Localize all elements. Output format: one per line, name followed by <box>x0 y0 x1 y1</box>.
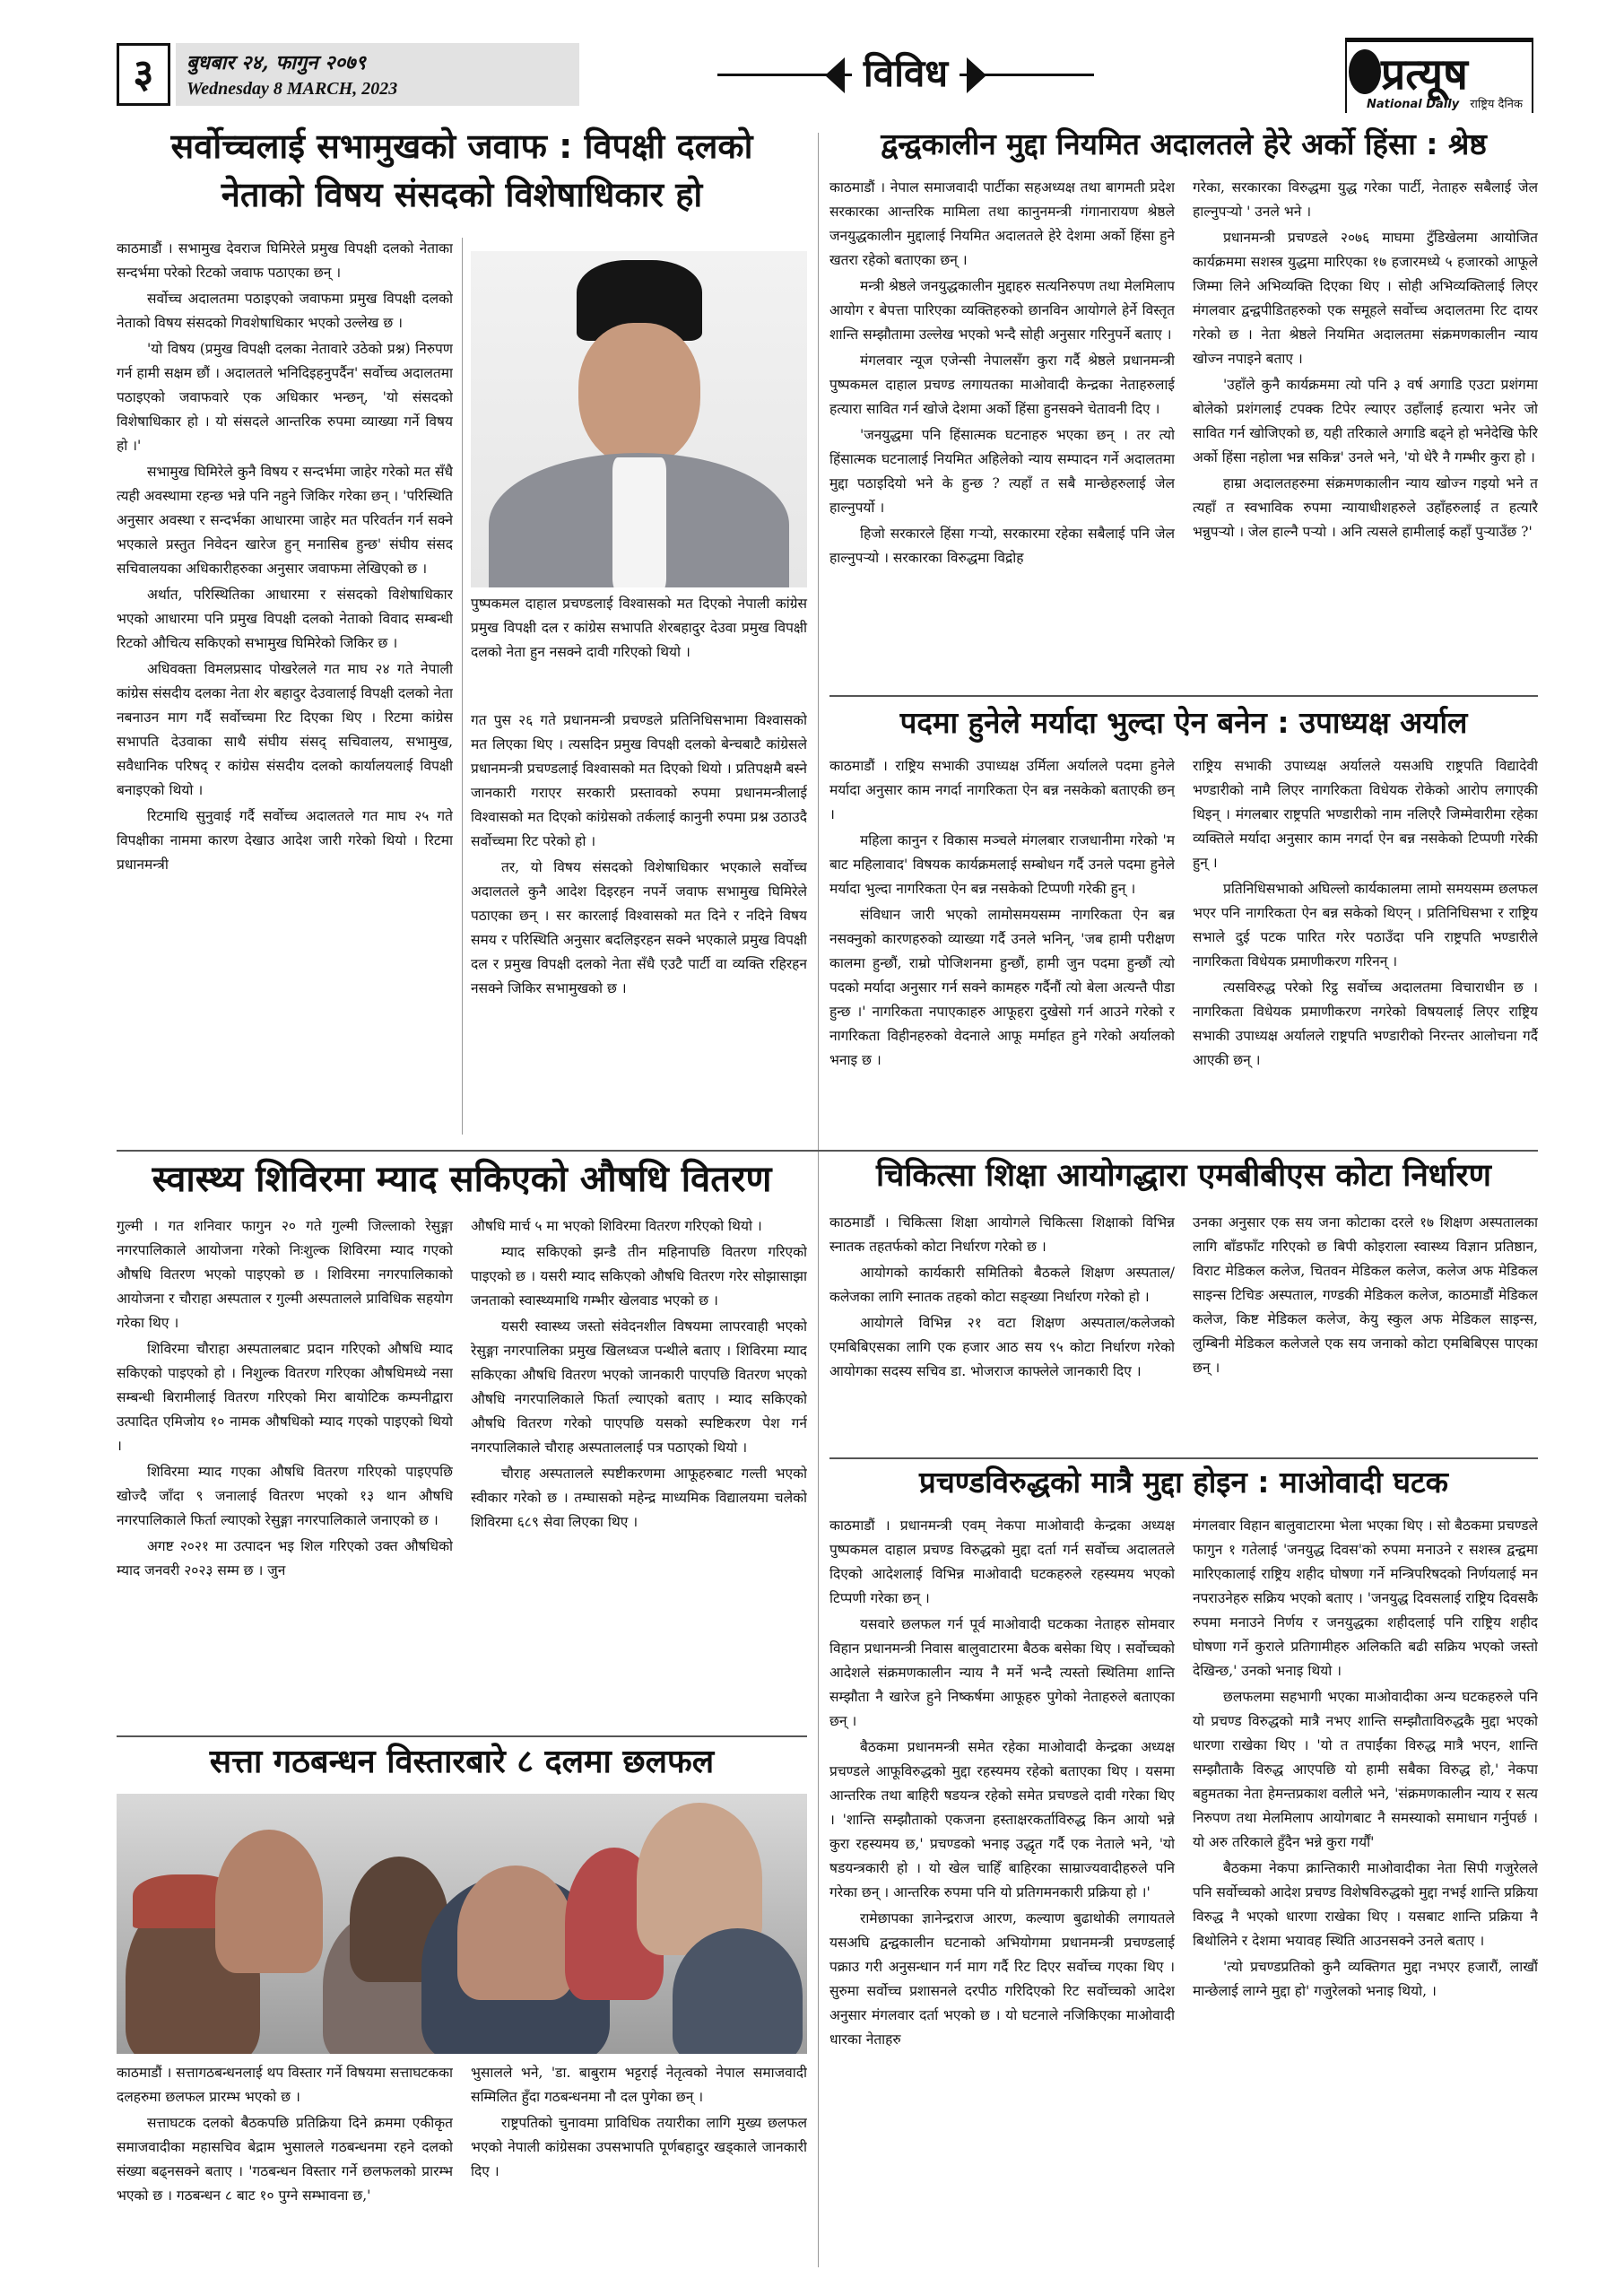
page-number: ३ <box>117 43 170 106</box>
article-column-1 <box>829 176 1175 687</box>
paragraph: संविधान जारी भएको लामोसमयसम्म नागरिकता ऐन बन्न नसक्नुको कारणहरुको व्याख्या गर्दै उनले भनिन्, 'जब हामी परीक्षण कालमा हुन्छौं, राम्रो पोजिशनमा हुन्छौं, हामी जुन पदमा हुन्छौं त्यो पदको मर्यादा अनुसार गर्न सक्ने कामहरु गर्दैनौं त्यो बेला अत्यन्तै पीडा हुन्छ ।' नागरिकता नपाएकाहरु आफूहरा दुखेसो गर्न आउने गरेको र नागरिकता विहीनहरुको वेदनाले आफू मर्माहत हुने गरेको अर्यालको भनाइ छ । <box>829 907 1175 1068</box>
paragraph: मंगलवार विहान बालुवाटारमा भेला भएका थिए । सो बैठकमा प्रचण्डले फागुन १ गतेलाई 'जनयुद्ध दिवस'को रुपमा मनाउने र सशस्त्र द्वन्द्वमा मारिएकालाई राष्ट्रिय शहीद घोषणा गर्ने मन्त्रिपरिषदको निर्णयलाई मन नपराउनेहरु सक्रिय भएको बताए । 'जनयुद्ध दिवसलाई राष्ट्रिय दिवसकै रुपमा मनाउने निर्णय र जनयुद्धका शहीदलाई पनि राष्ट्रिय शहीद घोषणा गर्ने कुराले प्रतिगामीहरु अलिकति बढी सक्रिय भएको जस्तो देखिन्छ,' उनको भनाइ थियो । <box>1193 1518 1538 1679</box>
article-column-1 <box>117 1214 453 1727</box>
article-headline: चिकित्सा शिक्षा आयोगद्धारा एमबीबीएस कोटा निर्धारण <box>876 1158 1491 1194</box>
logo-subtitle-np: राष्ट्रिय दैनिक <box>1470 98 1523 111</box>
article-column-1 <box>829 1211 1175 1451</box>
paragraph: सभामुख घिमिरेले कुनै विषय र सन्दर्भमा जाहेर गरेको मत सँधै त्यही अवस्थामा रहन्छ भन्ने पनि नहुने जिकिर गरेका छन् । 'परिस्थिति अनुसार अवस्था र सन्दर्भका आधारमा जाहेर मत परिवर्तन गर्न सक्ने भएकाले प्रस्तुत निवेदन खारेज हुन् मनासिब हुन्छ' संघीय संसद सचिवालयका अधिकारीहरुका अनुसार जवाफमा लेखिएको छ । <box>117 464 453 577</box>
paragraph: तर, यो विषय संसदको विशेषाधिकार भएकाले सर्वोच्च अदालतले कुनै आदेश दिइरहन नपर्ने जवाफ सभामुख घिमिरेले पठाएका छन् । सर कारलाई विश्वासको मत दिने र नदिने विषय समय र परिस्थिति अनुसार बदलिइरहन सक्ने भएकाले प्रमुख विपक्षी दल र प्रमुख विपक्षी दलको नेता सँधै एउटै पार्टी वा व्यक्ति रहिरहन नसक्ने जिकिर सभामुखको छ । <box>471 859 807 996</box>
paragraph: यसरी स्वास्थ्य जस्तो संवेदनशील विषयमा लापरवाही भएको रेसुङ्गा नगरपालिका प्रमुख खिलध्वज पन्थीले बताए । शिविरमा म्याद सकिएका औषधि वितरण भएको जानकारी पाएपछि वितरण भएको औषधि नगरपालिकाले फिर्ता ल्याएको बताए । म्याद सकिएको औषधि वितरण गरेको पाएपछि यसको स्पष्टिकरण पेश गर्न नगरपालिकाले चौराह अस्पताललाई पत्र पठाएको थियो । <box>471 1318 807 1456</box>
article-headline: सर्वोच्चलाई सभामुखको जवाफ : विपक्षी दलको <box>170 126 753 166</box>
section-title: विविध <box>852 41 960 108</box>
paragraph: त्यसविरुद्ध परेको रिट्ठ सर्वोच्च अदालतमा विचाराधीन छ । नागरिकता विधेयक प्रमाणीकरण नगरेको विषयलाई लिएर राष्ट्रिय सभाकी उपाध्यक्ष अर्यालले राष्ट्रपति भण्डारीको निरन्तर आलोचना गर्दै आएकी छन् । <box>1193 979 1538 1068</box>
paragraph: काठमाडौं । चिकित्सा शिक्षा आयोगले चिकित्सा शिक्षाको विभिन्न स्नातक तहतर्फको कोटा निर्धारण गरेको छ । <box>829 1214 1175 1255</box>
article-mbbs-quota <box>829 1157 1538 1453</box>
section-banner <box>717 41 1094 108</box>
article-headline: सत्ता गठबन्धन विस्तारबारे ८ दलमा छलफल <box>209 1744 715 1780</box>
masthead-logo <box>1345 38 1533 113</box>
date-box <box>176 43 579 106</box>
paragraph: मंगलवार न्यूज एजेन्सी नेपालसँग कुरा गर्दै श्रेष्ठले प्रधानमन्त्री पुष्पकमल दाहाल प्रचण्ड लगायतका माओवादी केन्द्रका नेताहरुलाई हत्यारा सावित गर्न खोजे देशमा अर्को हिंसा हुनसक्ने चेतावनी दिए । <box>829 352 1175 417</box>
article-column-2 <box>471 1214 807 1727</box>
paragraph: महिला कानुन र विकास मञ्चले मंगलबार राजधानीमा गरेको 'म बाट महिलावाद' विषयक कार्यक्रमलाई सम्बोधन गर्दै उनले पदमा हुनेले मर्यादा भुल्दा नागरिकता ऐन बन्न नसकेको टिप्पणी गरेकी हुन् । <box>829 832 1175 897</box>
article-conflict-cases <box>829 126 1538 691</box>
photo-caption: पुष्पकमल दाहाल प्रचण्डलाई विश्वासको मत दिएको नेपाली कांग्रेस प्रमुख विपक्षी दल र कांग्रेस सभापति शेरबहादुर देउवा प्रमुख विपक्षी दलको नेता हुन नसक्ने दावी गरिएको थियो । <box>471 596 807 660</box>
paragraph: बैठकमा प्रधानमन्त्री समेत रहेका माओवादी केन्द्रका अध्यक्ष प्रचण्डले आफूविरुद्धको मुद्दा रहस्यमय रहेको बताएका थिए । यसमा आन्तरिक तथा बाहिरी षडयन्त्र रहेको समेत प्रचण्डले दावी गरेका थिए । 'शान्ति सम्झौताको एकजना हस्ताक्षरकर्ताविरुद्ध किन आयो भन्ने कुरा रहस्यमय छ,' प्रचण्डको भनाइ उद्धृत गर्दै एक नेताले भने, 'यो षडयन्त्रकारी हो । यो खेल चाहिँ बाहिरका साम्राज्यवादीहरुले पनि गरेका छन् । आन्तरिक रुपमा पनि यो प्रतिगमनकारी प्रक्रिया हो ।' <box>829 1739 1175 1900</box>
paragraph: 'त्यो प्रचण्डप्रतिको कुनै व्यक्तिगत मुद्दा नभएर हजारौं, लाखौं मान्छेलाई लाग्ने मुद्दा हो' गजुरेलको भनाइ थियो, । <box>1193 1959 1538 1999</box>
paragraph: प्रतिनिधिसभाको अघिल्लो कार्यकालमा लामो समयसम्म छलफल भएर पनि नागरिकता ऐन बन्न सकेको थिएन् । प्रतिनिधिसभा र राष्ट्रिय सभाले दुई पटक पारित गरेर पठाउँदा पनि राष्ट्रपति भण्डारीले नागरिकता विधेयक प्रमाणीकरण गरिनन् । <box>1193 881 1538 970</box>
paragraph: आयोगको कार्यकारी समितिको बैठकले शिक्षण अस्पताल/कलेजका लागि स्नातक तहको कोटा सङ्ख्या निर्धारण गरेको हो । <box>829 1265 1175 1305</box>
article-column-2 <box>1193 176 1538 687</box>
article-coalition <box>117 1742 807 2275</box>
article-column-1 <box>829 1514 1175 2267</box>
paragraph: काठमाडौं । सत्तागठबन्धनलाई थप विस्तार गर्ने विषयमा सत्ताघटकका दलहरुमा छलफल प्रारम्भ भएको छ । <box>117 2065 453 2105</box>
paragraph: राष्ट्रिय सभाकी उपाध्यक्ष अर्यालले यसअघि राष्ट्रपति विद्यादेवी भण्डारीको नामै लिएर नागरिकता विधेयक रोकेको आरोप लगाएकी थिइन् । मंगलबार राष्ट्रपति भण्डारीको नाम नलिएरै जिम्मेवारीमा रहेका व्यक्तिले मर्यादा अनुसार काम नगर्दा ऐन बन्न नसकेको टिप्पणी गरेकी हुन् । <box>1193 758 1538 871</box>
arrow-right-icon <box>967 57 986 93</box>
paragraph: अर्थात, परिस्थितिका आधारमा र संसदको विशेषाधिकार भएको आधारमा पनि प्रमुख विपक्षी दलको नेताको विवाद सम्बन्धी रिटको औचित्य सकिएको सभामुख घिमिरेको जिकिर छ । <box>117 587 453 651</box>
article-expired-medicine <box>117 1157 807 1731</box>
paragraph: भुसालले भने, 'डा. बाबुराम भट्टराई नेतृत्वको नेपाल समाजवादी सम्मिलित हुँदा गठबन्धनमा नौ दल पुगेका छन् । <box>471 2065 807 2105</box>
paragraph: रामेछापका ज्ञानेन्द्रराज आरण, कल्याण बुढाथोकी लगायतले यसअघि द्वन्द्वकालीन घटनाको अभियोगमा प्रधानमन्त्री प्रचण्डलाई पक्राउ गरी अनुसन्धान गर्न माग गर्दै रिट दिएर सर्वोच्च गएका थिए । सुरुमा सर्वोच्च प्रशासनले दरपीठ गरिदिएको रिट सर्वोच्चको आदेश अनुसार मंगलवार दर्ता भएको छ । यो घटनाले नजिकिएका माओवादी धारका नेताहरु <box>829 1910 1175 2048</box>
paragraph: 'जनयुद्धमा पनि हिंसात्मक घटनाहरु भएका छन् । तर त्यो हिंसात्मक घटनालाई नियमित अहिलेको न्याय सम्पादन गर्ने अदालतमा मुद्दा पठाइदियो भने के हुन्छ ? त्यहाँ त सबै मान्छेहरुलाई जेल हाल्नुपर्यो । <box>829 427 1175 516</box>
paragraph: औषधि मार्च ५ मा भएको शिविरमा वितरण गरिएको थियो । <box>471 1218 762 1234</box>
article-column-1 <box>829 754 1175 1162</box>
logo-text: प्रत्यूष <box>1381 49 1468 100</box>
logo-subtitle-en: National Daily <box>1367 98 1460 111</box>
portrait-photo <box>471 251 807 587</box>
article-maoist-factions <box>829 1464 1538 2271</box>
paragraph: गरेका, सरकारका विरुद्धमा युद्ध गरेका पार्टी, नेताहरु सबैलाई जेल हाल्नुपर्‍यो ' उनले भने । <box>1193 179 1538 220</box>
paragraph: मन्त्री श्रेष्ठले जनयुद्धकालीन मुद्दाहरु सत्यनिरुपण तथा मेलमिलाप आयोग र बेपत्ता पारिएका व्यक्तिहरुको छानविन आयोगले हेर्ने विस्तृत शान्ति सम्झौतामा उल्लेख भएको भन्दै सोही अनुसार गरिनुपर्ने बताए । <box>829 278 1175 343</box>
article-column-1 <box>117 237 453 1134</box>
date-nepali: बुधबार २४, फागुन २०७९ <box>187 51 366 74</box>
article-column-2 <box>1193 754 1538 1162</box>
article-headline: द्वन्द्वकालीन मुद्दा नियमित अदालतले हेरे अर्को हिंसा : श्रेष्ठ <box>881 126 1487 161</box>
paragraph: शिविरमा म्याद गएका औषधि वितरण गरिएको पाइएपछि खोज्दै जाँदा ९ जनालाई वितरण भएको १३ थान औषधि नगरपालिकाले फिर्ता ल्याएको रेसुङ्गा नगरपालिकाले जनाएको छ । <box>117 1464 453 1528</box>
paragraph: अगष्ट २०२१ मा उत्पादन भइ शिल गरिएको उक्त औषधिको म्याद जनवरी २०२३ सम्म छ । जुन <box>117 1538 453 1578</box>
article-column-2 <box>471 709 807 1135</box>
paragraph: उनका अनुसार एक सय जना कोटाका दरले १७ शिक्षण अस्पतालका लागि बाँडफाँट गरिएको छ बिपी कोइराला स्वास्थ्य विज्ञान प्रतिष्ठान, विराट मेडिकल कलेज, चितवन मेडिकल कलेज, कलेज अफ मेडिकल साइन्स टिचिङ अस्पताल, गण्डकी मेडिकल कलेज, काठमाडौं मेडिकल कलेज, किष्ट मेडिकल कलेज, केयु स्कुल अफ मेडिकल साइन्स, लुम्बिनी मेडिकल कलेजले एक सय जनाको कोटा एमबिबिएस पाएका छन् । <box>1193 1214 1538 1376</box>
paragraph: काठमाडौं । प्रधानमन्त्री एवम् नेकपा माओवादी केन्द्रका अध्यक्ष पुष्पकमल दाहाल प्रचण्ड विरुद्धको मुद्दा दर्ता गर्न सर्वोच्च अदालतले दिएको आदेशलाई विभिन्न माओवादी घटकहरुले रहस्यमय भएको टिप्पणी गरेका छन् । <box>829 1518 1175 1606</box>
paragraph: शिविरमा चौराहा अस्पतालबाट प्रदान गरिएको औषधि म्याद सकिएको पाइएको हो । निशुल्क वितरण गरिएका औषधिमध्ये नसा सम्बन्धी बिरामीलाई वितरण गरिएको मिरा बायोटिक कम्पनीद्वारा उत्पादित एमिजोय १० नामक औषधिको म्याद गएको पाइएको थियो । <box>117 1341 453 1454</box>
article-headline: प्रचण्डविरुद्धको मात्रै मुद्दा होइन : माओवादी घटक <box>919 1465 1448 1500</box>
article-citizenship-act <box>829 704 1538 1166</box>
paragraph: गुल्मी । गत शनिवार फागुन २० गते गुल्मी जिल्लाको रेसुङ्गा नगरपालिकाले आयोजना गरेको निःशुल्क शिविरमा म्याद गएको औषधि वितरण भएको पाइएको छ । शिविरमा नगरपालिकाको आयोजना र चौराहा अस्पताल र गुल्मी अस्पतालले प्राविधिक सहयोग गरेका थिए । <box>117 1218 453 1331</box>
paragraph: काठमाडौं । नेपाल समाजवादी पार्टीका सहअध्यक्ष तथा बागमती प्रदेश सरकारका आन्तरिक मामिला तथा कानुनमन्त्री गंगानारायण श्रेष्ठले जनयुद्धकालीन मुद्दालाई नियमित अदालतले हेरे देशमा अर्को हिंसा हुने खतरा रहेको बताएका छन् । <box>829 179 1175 268</box>
paragraph: हिजो सरकारले हिंसा गर्‍यो, सरकारमा रहेका सबैलाई पनि जेल हाल्नुपर्‍यो । सरकारका विरुद्धमा विद्रोह <box>829 526 1175 566</box>
paragraph: सर्वोच्च अदालतमा पठाइएको जवाफमा प्रमुख विपक्षी दलको नेताको विषय संसदको गिवशेषाधिकार भएको उल्लेख छ । <box>117 291 453 331</box>
paragraph: अधिवक्ता विमलप्रसाद पोखरेलले गत माघ २४ गते नेपाली कांग्रेस संसदीय दलका नेता शेर बहादुर देउवालाई विपक्षी दलको नेता नबनाउन माग गर्दै सर्वोच्चमा रिट दिएका थिए । रिटमा कांग्रेस सभापति देउवाका साथै संघीय संसद् सचिवालय, सभामुख, सवैधानिक परिषद् र कांग्रेस संसदीय दलको कार्यालयलाई विपक्षी बनाइएको थियो । <box>117 661 453 798</box>
paragraph: हाम्रा अदालतहरुमा संक्रमणकालीन न्याय खोज्न गइयो भने त त्यहाँ त स्वभाविक रुपमा न्यायाधीशहरुले उहाँहरुलाई त हत्यारै भन्नुपर्‍यो । जेल हाल्नै पर्‍यो । अनि त्यसले हामीलाई कहाँ पुर्‍याउँछ ?' <box>1193 475 1538 540</box>
leaders-collage-photo <box>117 1794 807 2054</box>
article-column-2 <box>471 2061 807 2273</box>
article-headline: पदमा हुनेले मर्यादा भुल्दा ऐन बनेन : उपाध्यक्ष अर्याल <box>899 705 1468 740</box>
arrow-left-icon <box>825 57 845 93</box>
paragraph: चौराह अस्पतालले स्पष्टीकरणमा आफूहरुबाट गल्ती भएको स्वीकार गरेको छ । तम्घासको महेन्द्र माध्यमिक विद्यालयमा चलेको शिविरमा ६८९ सेवा लिएका थिए । <box>471 1465 807 1530</box>
page-header <box>117 38 1533 117</box>
paragraph: 'उहाँले कुनै कार्यक्रममा त्यो पनि ३ वर्ष अगाडि एउटा प्रशंगमा बोलेको प्रशंगलाई टपक्क टिपेर ल्याएर उहाँलाई हत्यारा भनेर जो सावित गर्न खोजिएको छ, यही तरिकाले अगाडि बढ्ने हो भनेदेखि फेरि अर्को हिंसा नहोला भन्न सकिन्न' उनले भने, 'यो धेरै नै गम्भीर कुरा हो । <box>1193 377 1538 465</box>
article-headline: स्वास्थ्य शिविरमा म्याद सकिएको औषधि वितरण <box>152 1159 772 1200</box>
paragraph: प्रधानमन्त्री प्रचण्डले २०७६ माघमा टुँडिखेलमा आयोजित कार्यक्रममा सशस्त्र युद्धमा मारिएका १७ हजारमध्ये ५ हजारको आफूले जिम्मा लिने अभिव्यक्ति दिएका थिए । सोही अभिव्यक्तिलाई लिएर मंगलवार द्वन्द्वपीडितहरुको एक समूहले सर्वोच्च अदालतमा रिट दायर गरेको छ । नेता श्रेष्ठले नियमित अदालतमा संक्रमणकालीन न्याय खोज्न नपाइने बताए । <box>1193 230 1538 367</box>
paragraph: सत्ताघटक दलको बैठकपछि प्रतिक्रिया दिने क्रममा एकीकृत समाजवादीका महासचिव बेद्राम भुसालले गठबन्धनमा रहने दलको संख्या बढ्नसक्ने बताए । 'गठबन्धन विस्तार गर्ने छलफलको प्रारम्भ भएको छ । गठबन्धन ८ बाट १० पुग्ने सम्भावना छ,' <box>117 2115 453 2204</box>
article-headline-line2: नेताको विषय संसदको विशेषाधिकार हो <box>221 174 703 214</box>
paragraph: काठमाडौं । राष्ट्रिय सभाकी उपाध्यक्ष उर्मिला अर्यालले पदमा हुनेले मर्यादा अनुसार काम नगर्दा नागरिकता ऐन बन्न नसकेको बताएकी छन् । <box>829 758 1175 822</box>
paragraph: बैठकमा नेकपा क्रान्तिकारी माओवादीका नेता सिपी गजुरेलले पनि सर्वोच्चको आदेश प्रचण्ड विशेषविरुद्धको मुद्दा नभई शान्ति प्रक्रिया विरुद्ध नै भएको धारणा राखेका थिए । यसबाट शान्ति प्रक्रिया नै बिथोलिने र देशमा भयावह स्थिति आउनसक्ने उनले बताए । <box>1193 1860 1538 1949</box>
article-column-2 <box>1193 1514 1538 2267</box>
paragraph: म्याद सकिएको झन्डै तीन महिनापछि वितरण गरिएको पाइएको छ । यसरी म्याद सकिएको औषधि वितरण गरेर सोझासाझा जनताको स्वास्थ्यमाथि गम्भीर खेलवाड भएको छ । <box>471 1244 807 1309</box>
article-column-2 <box>1193 1211 1538 1451</box>
paragraph: आयोगले विभिन्न २१ वटा शिक्षण अस्पताल/कलेजको एमबिबिएसका लागि एक हजार आठ सय ९५ कोटा निर्धारण गरेको आयोगका सदस्य सचिव डा. भोजराज काफ्लेले जानकारी दिए । <box>829 1315 1175 1379</box>
date-english: Wednesday 8 MARCH, 2023 <box>187 79 398 99</box>
paragraph: काठमाडौं । सभामुख देवराज घिमिरेले प्रमुख विपक्षी दलको नेताका सन्दर्भमा परेको रिटको जवाफ पठाएका छन् । <box>117 240 453 281</box>
paragraph: छलफलमा सहभागी भएका माओवादीका अन्य घटकहरुले पनि यो प्रचण्ड विरुद्धको मात्रै नभए शान्ति सम्झौताविरुद्धकै मुद्दा भएको धारणा राखेका थिए । 'यो त तपाईंका विरुद्ध मात्रै भएन, शान्ति सम्झौताकै विरुद्ध आएपछि यो हामी सबैका विरुद्ध हो,' नेकपा बहुमतका नेता हेमन्तप्रकाश वलीले भने, 'संक्रमणकालीन न्याय र सत्य निरुपण तथा मेलमिलाप आयोगबाट नै समस्याको समाधान गर्नुपर्छ । यो अरु तरिकाले हुँदैन भन्ने कुरा गर्यौं' <box>1193 1689 1538 1850</box>
paragraph: 'यो विषय (प्रमुख विपक्षी दलका नेतावारे उठेको प्रश्न) निरुपण गर्न हामी सक्षम छौं । अदालतले भनिदिइहनुपर्दैन' सर्वोच्च अदालतमा पठाइएको जवाफवारे एक अधिकार भन्छन्, 'यो संसदको विशेषाधिकार हो । यो संसदले आन्तरिक रुपमा व्याख्या गर्ने विषय हो ।' <box>117 341 453 454</box>
paragraph: रिटमाथि सुनुवाई गर्दै सर्वोच्च अदालतले गत माघ २५ गते विपक्षीका नाममा कारण देखाउ आदेश जारी गरेको थियो । रिटमा प्रधानमन्त्री <box>117 808 453 873</box>
article-column-1 <box>117 2061 453 2273</box>
paragraph: गत पुस २६ गते प्रधानमन्त्री प्रचण्डले प्रतिनिधिसभामा विश्वासको मत लिएका थिए । त्यसदिन प्रमुख विपक्षी दलको बेन्चबाटै कांग्रेसले प्रधानमन्त्री प्रचण्डलाई विश्वासको मत दिएको थियो । प्रतिपक्षमै बस्ने जानकारी गराएर सरकारी प्रस्तावको रुपमा प्रधानमन्त्रीलाई विश्वासको मत दिएको कांग्रेसको तर्कलाई कानुनी रुपमा प्रश्न उठाउदै सर्वोच्चमा रिट परेको हो । <box>471 712 807 849</box>
paragraph: राष्ट्रपतिको चुनावमा प्राविधिक तयारीका लागि मुख्य छलफल भएको नेपाली कांग्रेसका उपसभापति पूर्णबहादुर खड्काले जानकारी दिए । <box>471 2115 807 2179</box>
paragraph: यसवारे छलफल गर्न पूर्व माओवादी घटकका नेताहरु सोमवार विहान प्रधानमन्त्री निवास बालुवाटारमा बैठक बसेका थिए । सर्वोच्चको आदेशले संक्रमणकालीन न्याय नै मर्ने भन्दै त्यस्तो स्थितिमा शान्ति सम्झौता नै खारेज हुने निष्कर्षमा आफूहरु पुगेको नेताहरुले बताएका छन् । <box>829 1616 1175 1729</box>
